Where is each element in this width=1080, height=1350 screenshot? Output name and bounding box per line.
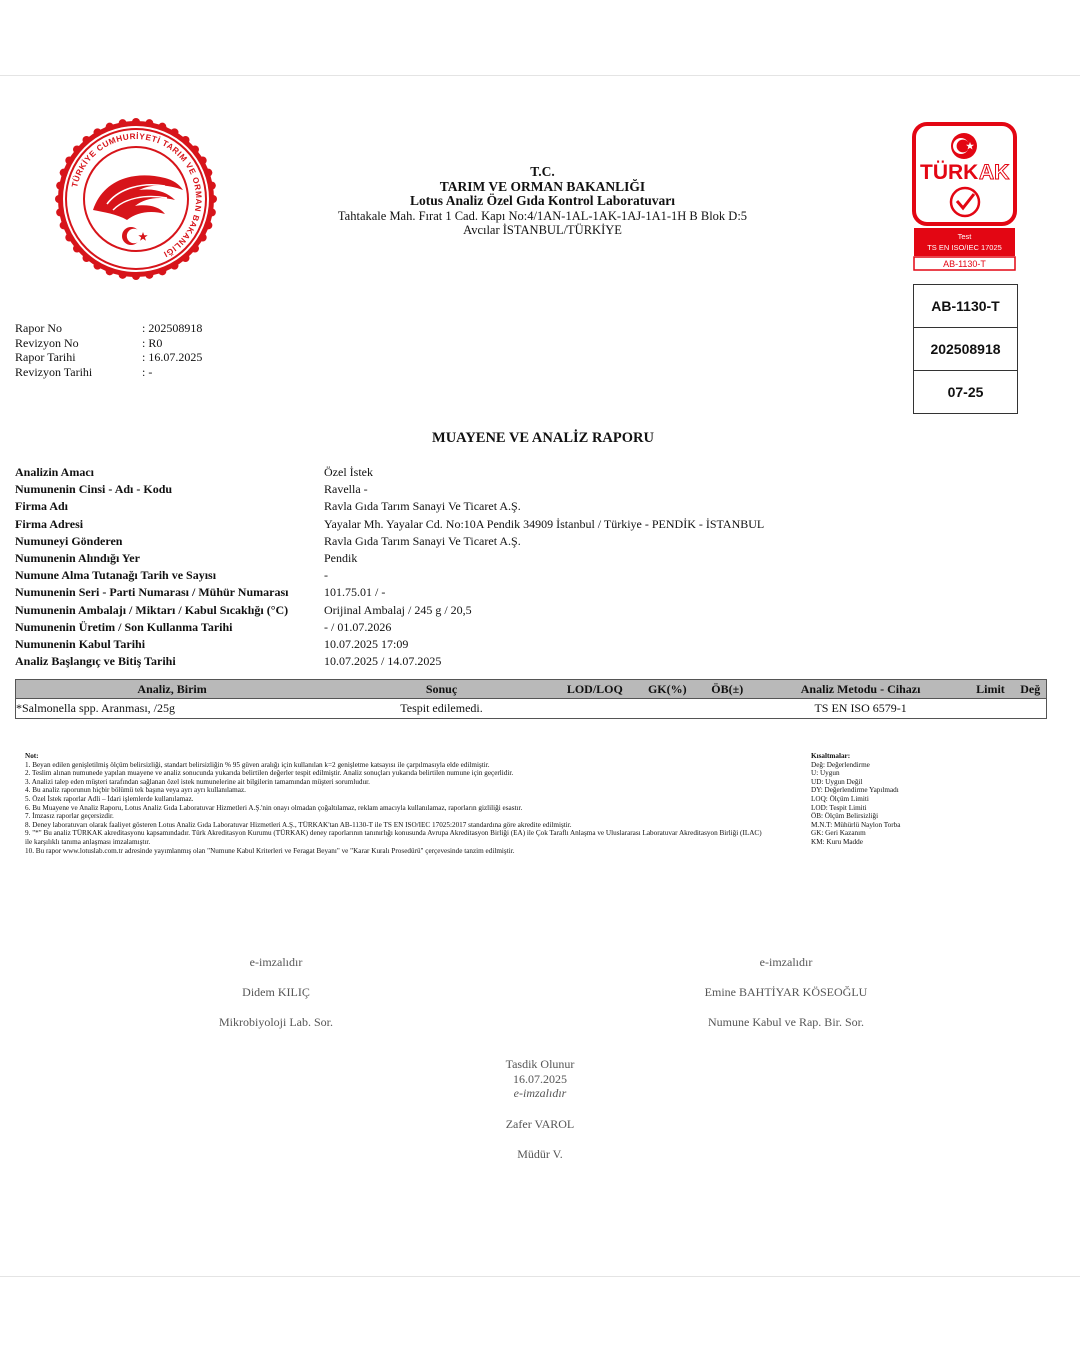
info-value: Ravla Gıda Tarım Sanayi Ve Ticaret A.Ş. bbox=[324, 533, 521, 548]
abbreviation-item: GK: Geri Kazanım bbox=[811, 829, 866, 838]
turkak-accreditation-logo bbox=[912, 122, 1017, 272]
note-item: 2. Teslim alınan numunede yapılan muayene ve analiz sonucunda yukarıda belirtilen değerler tespit edilmiştir. Analiz sonuçları yukarıda belirtilen numune için geçerlidir. bbox=[25, 769, 514, 778]
meta-row bbox=[15, 350, 202, 365]
table-header-row bbox=[16, 680, 1047, 699]
meta-key: Rapor Tarihi bbox=[15, 350, 76, 364]
abbreviations-section bbox=[811, 752, 1011, 847]
info-value: 101.75.01 / - bbox=[324, 585, 386, 600]
abbreviation-item: LOQ: Ölçüm Limiti bbox=[811, 794, 869, 803]
info-key: Numunenin Seri - Parti Numarası / Mühür Numarası bbox=[15, 585, 289, 600]
approval-status: e-imzalıdır bbox=[513, 1086, 567, 1100]
info-value: Ravla Gıda Tarım Sanayi Ve Ticaret A.Ş. bbox=[324, 499, 521, 514]
info-row bbox=[15, 653, 764, 670]
cell-result: Tespit edilemedi. bbox=[328, 699, 555, 719]
note-item: 5. Özel İstek raporlar Adli – İdari işlemlerde kullanılamaz. bbox=[25, 794, 194, 803]
info-value: - / 01.07.2026 bbox=[324, 619, 392, 634]
cell-method: TS EN ISO 6579-1 bbox=[755, 699, 967, 719]
cell-lod-loq bbox=[555, 699, 635, 719]
info-key: Firma Adı bbox=[15, 499, 68, 514]
signature-block-2 bbox=[636, 955, 936, 1045]
signature-block-1 bbox=[176, 955, 376, 1045]
notes-section bbox=[25, 752, 765, 855]
header-city: Avcılar İSTANBUL/TÜRKİYE bbox=[463, 223, 622, 237]
signature-name: Didem KILIÇ bbox=[242, 985, 310, 999]
note-item: 1. Beyan edilen genişletilmiş ölçüm belirsizliği, standart belirsizliğin % 95 güven aralığı için kullanılan k=2 genişletme katsayısı ile çarpılmasıyla elde edilmiştir. bbox=[25, 760, 490, 769]
note-item: 6. Bu Muayene ve Analiz Raporu, Lotus Analiz Gıda Laboratuvar Hizmetleri A.Ş.'nin onayı olmadan çoğaltılamaz, reklam amacıyla kullanılamaz, raporların gizliliği esastır. bbox=[25, 803, 523, 812]
meta-row bbox=[15, 336, 202, 351]
info-key: Numunenin Üretim / Son Kullanma Tarihi bbox=[15, 619, 233, 634]
info-row bbox=[15, 481, 764, 498]
signature-name: Emine BAHTİYAR KÖSEOĞLU bbox=[704, 985, 868, 999]
col-analysis: Analiz, Birim bbox=[16, 680, 329, 699]
col-ob: ÖB(±) bbox=[700, 680, 755, 699]
meta-key: Revizyon Tarihi bbox=[15, 364, 93, 379]
info-key: Analizin Amacı bbox=[15, 465, 95, 479]
meta-value: : R0 bbox=[142, 335, 163, 350]
note-item: 7. İmzasız raporlar geçersizdir. bbox=[25, 812, 114, 821]
reference-box bbox=[913, 284, 1018, 414]
info-key: Numunenin Ambalajı / Miktarı / Kabul Sıcaklığı (°C) bbox=[15, 602, 289, 617]
meta-key: Rapor No bbox=[15, 321, 62, 335]
abbreviation-item: LOD: Tespit Limiti bbox=[811, 803, 867, 812]
turkak-standard: TS EN ISO/IEC 17025 bbox=[927, 243, 1002, 252]
cell-ob bbox=[700, 699, 755, 719]
note-item: 9. "*" Bu analiz TÜRKAK akreditasyonu kapsamındadır. Türk Akreditasyon Kurumu (TÜRKAK) deney raporlarının tanınırlığı konusunda Avrupa Akreditasyon Birliği (EA) ile Çok Taraflı Anlaşma ve Uluslararası Laboratuvar Akreditasyon Birliği (ILAC) ile karşılıklı tanıma anlaşması imzalamıştır. bbox=[25, 829, 762, 846]
info-key: Numunenin Cinsi - Adı - Kodu bbox=[15, 482, 173, 497]
info-row bbox=[15, 516, 764, 533]
info-value: - bbox=[324, 568, 328, 583]
info-row bbox=[15, 619, 764, 636]
seal-ring-text: TÜRKİYE CUMHURİYETİ TARIM VE ORMAN BAKANLIĞI bbox=[70, 131, 204, 259]
results-table bbox=[15, 679, 1047, 719]
meta-value: : 202508918 bbox=[142, 321, 203, 335]
signature-role: Numune Kabul ve Rap. Bir. Sor. bbox=[708, 1015, 864, 1029]
note-item: 3. Analizi talep eden müşteri tarafından sağlanan özel istek numunelerine ait bilgilerin tamamından müşteri sorumludur. bbox=[25, 777, 370, 786]
notes-heading: Not: bbox=[25, 752, 39, 760]
info-key: Numuneyi Gönderen bbox=[15, 533, 123, 548]
report-title: MUAYENE VE ANALİZ RAPORU bbox=[432, 430, 654, 446]
info-row bbox=[15, 584, 764, 601]
abbreviation-item: M.N.T: Mühürlü Naylon Torba bbox=[811, 820, 901, 829]
lab-header bbox=[300, 165, 785, 238]
approval-label: Tasdik Olunur bbox=[505, 1057, 575, 1071]
header-address: Tahtakale Mah. Fırat 1 Cad. Kapı No:4/1AN-1AL-1AK-1AJ-1A1-1H B Blok D:5 bbox=[337, 208, 748, 223]
meta-row bbox=[15, 365, 202, 380]
cell-evaluation bbox=[1014, 699, 1046, 719]
col-lod-loq: LOD/LOQ bbox=[555, 680, 635, 699]
signature-role: Mikrobiyoloji Lab. Sor. bbox=[219, 1015, 333, 1029]
info-value: 10.07.2025 17:09 bbox=[324, 637, 409, 652]
abbreviation-item: DY: Değerlendirme Yapılmadı bbox=[811, 786, 899, 795]
info-row bbox=[15, 498, 764, 515]
header-tc: T.C. bbox=[530, 164, 555, 179]
abbreviation-item: UD: Uygun Değil bbox=[811, 777, 863, 786]
meta-value: : - bbox=[142, 364, 153, 379]
abbreviation-item: Değ: Değerlendirme bbox=[811, 760, 870, 769]
info-key: Firma Adresi bbox=[15, 516, 84, 531]
abbreviation-item: ÖB: Ölçüm Belirsizliği bbox=[811, 812, 879, 821]
info-key: Numune Alma Tutanağı Tarih ve Sayısı bbox=[15, 568, 217, 583]
cell-analysis: *Salmonella spp. Aranması, /25g bbox=[16, 699, 329, 719]
info-key: Numunenin Alındığı Yer bbox=[15, 551, 140, 566]
info-value: Orijinal Ambalaj / 245 g / 20,5 bbox=[324, 602, 472, 617]
info-row bbox=[15, 567, 764, 584]
approval-role: Müdür V. bbox=[517, 1147, 563, 1161]
info-value: 10.07.2025 / 14.07.2025 bbox=[324, 654, 442, 669]
report-meta bbox=[15, 321, 202, 379]
col-result: Sonuç bbox=[328, 680, 555, 699]
col-gk: GK(%) bbox=[635, 680, 700, 699]
sample-info bbox=[15, 464, 764, 670]
info-row bbox=[15, 533, 764, 550]
col-evaluation: Değ bbox=[1014, 680, 1046, 699]
table-row bbox=[16, 699, 1047, 719]
info-row bbox=[15, 464, 764, 481]
cell-gk bbox=[635, 699, 700, 719]
approval-name: Zafer VAROL bbox=[505, 1116, 575, 1131]
approval-block bbox=[440, 1057, 640, 1162]
ref-report-no: 202508918 bbox=[914, 328, 1017, 371]
meta-key: Revizyon No bbox=[15, 335, 79, 350]
col-limit: Limit bbox=[966, 680, 1014, 699]
header-lab-name: Lotus Analiz Özel Gıda Kontrol Laboratuvarı bbox=[410, 193, 675, 208]
header-ministry: TARIM VE ORMAN BAKANLIĞI bbox=[439, 178, 646, 194]
ref-period: 07-25 bbox=[947, 384, 984, 400]
meta-value: : 16.07.2025 bbox=[142, 350, 203, 364]
approval-date: 16.07.2025 bbox=[513, 1071, 567, 1086]
info-value: Yayalar Mh. Yayalar Cd. No:10A Pendik 34909 İstanbul / Türkiye - PENDİK - İSTANBUL bbox=[324, 516, 765, 531]
note-item: 10. Bu rapor www.lotuslab.com.tr adresinde yayımlanmış olan "Numune Kabul Kriterleri ve Feragat Beyanı" ve "Karar Kuralı Prosedürü" çerçevesinde tanzim edilmiştir. bbox=[25, 846, 515, 855]
abbreviation-item: KM: Kuru Madde bbox=[811, 837, 863, 846]
info-value: Özel İstek bbox=[324, 465, 373, 479]
turkak-test-label: Test bbox=[957, 232, 972, 241]
note-item: 8. Deney laboratuvarı olarak faaliyet gösteren Lotus Analiz Gıda Laboratuvar Hizmetleri A.Ş., TÜRKAK'tan AB-1130-T ile TS EN ISO/IEC 17025:2017 standardına göre akredite edilmiştir. bbox=[25, 820, 572, 829]
turkak-brand-red: TÜRK bbox=[920, 161, 979, 184]
info-row bbox=[15, 550, 764, 567]
meta-row bbox=[15, 321, 202, 336]
abbreviations-heading: Kısaltmalar: bbox=[811, 752, 851, 760]
col-method: Analiz Metodu - Cihazı bbox=[755, 680, 967, 699]
abbreviation-item: U: Uygun bbox=[811, 769, 840, 778]
signature-status: e-imzalıdır bbox=[759, 955, 813, 969]
ref-accreditation-no: AB-1130-T bbox=[914, 285, 1017, 328]
info-value: Ravella - bbox=[324, 482, 368, 497]
note-item: 4. Bu analiz raporunun hiçbir bölümü tek başına veya ayrı ayrı kullanılamaz. bbox=[25, 786, 246, 795]
ministry-seal-logo bbox=[55, 118, 217, 280]
info-key: Numunenin Kabul Tarihi bbox=[15, 637, 146, 652]
info-value: Pendik bbox=[324, 551, 358, 566]
info-key: Analiz Başlangıç ve Bitiş Tarihi bbox=[15, 654, 176, 669]
info-row bbox=[15, 636, 764, 653]
signature-status: e-imzalıdır bbox=[249, 955, 303, 969]
info-row bbox=[15, 602, 764, 619]
turkak-brand-light: AK bbox=[979, 161, 1010, 184]
turkak-code: AB-1130-T bbox=[943, 259, 986, 269]
cell-limit bbox=[966, 699, 1014, 719]
